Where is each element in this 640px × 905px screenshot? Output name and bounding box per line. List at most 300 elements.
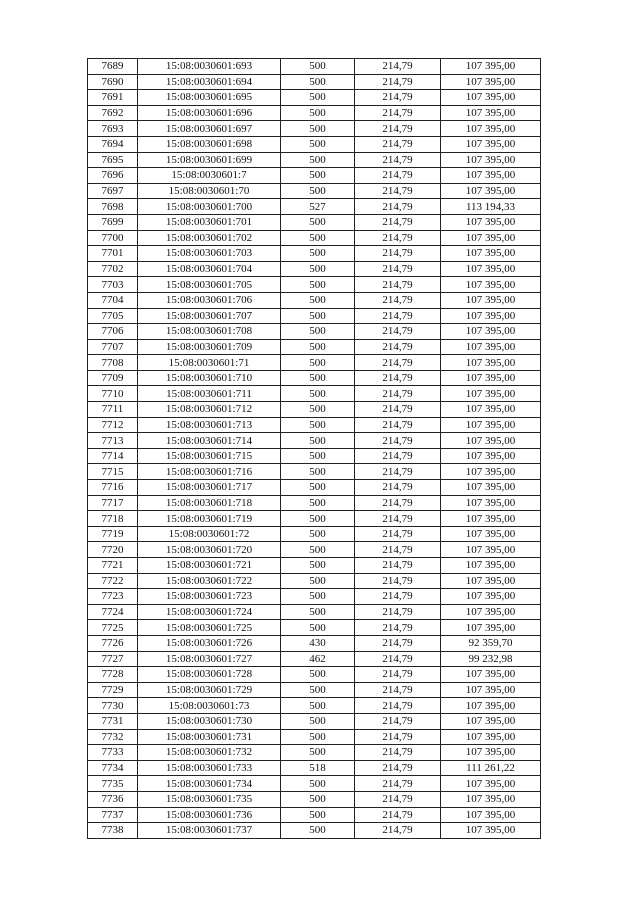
value-cell: 107 395,00: [441, 402, 541, 418]
table-row: [88, 823, 541, 839]
value-cell: 107 395,00: [441, 230, 541, 246]
rate-cell: 214,79: [355, 277, 441, 293]
table-row: [88, 433, 541, 449]
table-row: [88, 495, 541, 511]
area-cell: 500: [281, 589, 355, 605]
area-cell: 518: [281, 760, 355, 776]
area-cell: 500: [281, 620, 355, 636]
table-row: [88, 370, 541, 386]
rate-cell: 214,79: [355, 760, 441, 776]
area-cell: 500: [281, 776, 355, 792]
cadastral-number-cell: 15:08:0030601:701: [138, 214, 281, 230]
area-cell: 500: [281, 729, 355, 745]
rate-cell: 214,79: [355, 261, 441, 277]
area-cell: 500: [281, 698, 355, 714]
area-cell: 500: [281, 386, 355, 402]
row-number-cell: 7712: [88, 417, 138, 433]
row-number-cell: 7704: [88, 292, 138, 308]
cadastral-number-cell: 15:08:0030601:727: [138, 651, 281, 667]
table-row: [88, 807, 541, 823]
row-number-cell: 7699: [88, 214, 138, 230]
value-cell: 107 395,00: [441, 292, 541, 308]
cadastral-number-cell: 15:08:0030601:736: [138, 807, 281, 823]
row-number-cell: 7725: [88, 620, 138, 636]
row-number-cell: 7696: [88, 168, 138, 184]
rate-cell: 214,79: [355, 791, 441, 807]
rate-cell: 214,79: [355, 324, 441, 340]
table-row: [88, 713, 541, 729]
table-row: [88, 74, 541, 90]
row-number-cell: 7730: [88, 698, 138, 714]
area-cell: 500: [281, 682, 355, 698]
cadastral-number-cell: 15:08:0030601:712: [138, 402, 281, 418]
cadastral-number-cell: 15:08:0030601:723: [138, 589, 281, 605]
cadastral-number-cell: 15:08:0030601:737: [138, 823, 281, 839]
value-cell: 92 359,70: [441, 635, 541, 651]
table-row: [88, 651, 541, 667]
area-cell: 500: [281, 807, 355, 823]
value-cell: 113 194,33: [441, 199, 541, 215]
row-number-cell: 7698: [88, 199, 138, 215]
rate-cell: 214,79: [355, 386, 441, 402]
cadastral-number-cell: 15:08:0030601:732: [138, 745, 281, 761]
value-cell: 107 395,00: [441, 339, 541, 355]
row-number-cell: 7722: [88, 573, 138, 589]
row-number-cell: 7723: [88, 589, 138, 605]
table-row: [88, 464, 541, 480]
table-body: [88, 59, 541, 839]
value-cell: 107 395,00: [441, 604, 541, 620]
rate-cell: 214,79: [355, 511, 441, 527]
rate-cell: 214,79: [355, 246, 441, 262]
value-cell: 107 395,00: [441, 682, 541, 698]
row-number-cell: 7726: [88, 635, 138, 651]
value-cell: 107 395,00: [441, 324, 541, 340]
rate-cell: 214,79: [355, 729, 441, 745]
row-number-cell: 7735: [88, 776, 138, 792]
rate-cell: 214,79: [355, 713, 441, 729]
cadastral-number-cell: 15:08:0030601:695: [138, 90, 281, 106]
value-cell: 107 395,00: [441, 370, 541, 386]
rate-cell: 214,79: [355, 214, 441, 230]
rate-cell: 214,79: [355, 199, 441, 215]
table-row: [88, 682, 541, 698]
row-number-cell: 7714: [88, 448, 138, 464]
table-row: [88, 152, 541, 168]
area-cell: 500: [281, 261, 355, 277]
area-cell: 500: [281, 745, 355, 761]
row-number-cell: 7702: [88, 261, 138, 277]
rate-cell: 214,79: [355, 90, 441, 106]
row-number-cell: 7694: [88, 136, 138, 152]
cadastral-number-cell: 15:08:0030601:705: [138, 277, 281, 293]
rate-cell: 214,79: [355, 355, 441, 371]
rate-cell: 214,79: [355, 698, 441, 714]
value-cell: 107 395,00: [441, 308, 541, 324]
row-number-cell: 7700: [88, 230, 138, 246]
cadastral-number-cell: 15:08:0030601:713: [138, 417, 281, 433]
table-row: [88, 292, 541, 308]
rate-cell: 214,79: [355, 168, 441, 184]
table-row: [88, 542, 541, 558]
rate-cell: 214,79: [355, 620, 441, 636]
value-cell: 107 395,00: [441, 121, 541, 137]
row-number-cell: 7733: [88, 745, 138, 761]
area-cell: 500: [281, 90, 355, 106]
row-number-cell: 7720: [88, 542, 138, 558]
rate-cell: 214,79: [355, 745, 441, 761]
row-number-cell: 7716: [88, 480, 138, 496]
row-number-cell: 7718: [88, 511, 138, 527]
area-cell: 500: [281, 214, 355, 230]
rate-cell: 214,79: [355, 807, 441, 823]
rate-cell: 214,79: [355, 573, 441, 589]
table-row: [88, 199, 541, 215]
row-number-cell: 7737: [88, 807, 138, 823]
cadastral-number-cell: 15:08:0030601:708: [138, 324, 281, 340]
cadastral-number-cell: 15:08:0030601:734: [138, 776, 281, 792]
table-row: [88, 745, 541, 761]
cadastral-number-cell: 15:08:0030601:733: [138, 760, 281, 776]
table-row: [88, 573, 541, 589]
value-cell: 107 395,00: [441, 542, 541, 558]
rate-cell: 214,79: [355, 667, 441, 683]
value-cell: 107 395,00: [441, 59, 541, 75]
row-number-cell: 7689: [88, 59, 138, 75]
cadastral-number-cell: 15:08:0030601:726: [138, 635, 281, 651]
table-row: [88, 183, 541, 199]
row-number-cell: 7708: [88, 355, 138, 371]
cadastral-number-cell: 15:08:0030601:710: [138, 370, 281, 386]
area-cell: 500: [281, 791, 355, 807]
row-number-cell: 7734: [88, 760, 138, 776]
table-row: [88, 308, 541, 324]
cadastral-number-cell: 15:08:0030601:699: [138, 152, 281, 168]
row-number-cell: 7721: [88, 558, 138, 574]
rate-cell: 214,79: [355, 589, 441, 605]
cadastral-number-cell: 15:08:0030601:73: [138, 698, 281, 714]
cadastral-number-cell: 15:08:0030601:696: [138, 105, 281, 121]
value-cell: 107 395,00: [441, 105, 541, 121]
cadastral-number-cell: 15:08:0030601:730: [138, 713, 281, 729]
area-cell: 500: [281, 105, 355, 121]
value-cell: 107 395,00: [441, 745, 541, 761]
value-cell: 107 395,00: [441, 277, 541, 293]
area-cell: 500: [281, 448, 355, 464]
row-number-cell: 7713: [88, 433, 138, 449]
rate-cell: 214,79: [355, 448, 441, 464]
area-cell: 500: [281, 324, 355, 340]
area-cell: 500: [281, 59, 355, 75]
cadastral-number-cell: 15:08:0030601:719: [138, 511, 281, 527]
rate-cell: 214,79: [355, 402, 441, 418]
rate-cell: 214,79: [355, 464, 441, 480]
value-cell: 111 261,22: [441, 760, 541, 776]
row-number-cell: 7706: [88, 324, 138, 340]
value-cell: 107 395,00: [441, 386, 541, 402]
table-row: [88, 136, 541, 152]
value-cell: 107 395,00: [441, 526, 541, 542]
value-cell: 107 395,00: [441, 791, 541, 807]
rate-cell: 214,79: [355, 682, 441, 698]
row-number-cell: 7693: [88, 121, 138, 137]
row-number-cell: 7703: [88, 277, 138, 293]
row-number-cell: 7710: [88, 386, 138, 402]
cadastral-number-cell: 15:08:0030601:716: [138, 464, 281, 480]
cadastral-number-cell: 15:08:0030601:725: [138, 620, 281, 636]
value-cell: 107 395,00: [441, 807, 541, 823]
area-cell: 500: [281, 183, 355, 199]
rate-cell: 214,79: [355, 136, 441, 152]
table-row: [88, 105, 541, 121]
value-cell: 107 395,00: [441, 495, 541, 511]
rate-cell: 214,79: [355, 526, 441, 542]
row-number-cell: 7728: [88, 667, 138, 683]
rate-cell: 214,79: [355, 558, 441, 574]
rate-cell: 214,79: [355, 823, 441, 839]
row-number-cell: 7732: [88, 729, 138, 745]
rate-cell: 214,79: [355, 292, 441, 308]
table-row: [88, 355, 541, 371]
area-cell: 500: [281, 402, 355, 418]
area-cell: 500: [281, 308, 355, 324]
area-cell: 500: [281, 246, 355, 262]
rate-cell: 214,79: [355, 604, 441, 620]
row-number-cell: 7719: [88, 526, 138, 542]
table-row: [88, 90, 541, 106]
cadastral-number-cell: 15:08:0030601:721: [138, 558, 281, 574]
value-cell: 107 395,00: [441, 511, 541, 527]
value-cell: 107 395,00: [441, 480, 541, 496]
cadastral-number-cell: 15:08:0030601:702: [138, 230, 281, 246]
value-cell: 99 232,98: [441, 651, 541, 667]
table-row: [88, 277, 541, 293]
value-cell: 107 395,00: [441, 355, 541, 371]
rate-cell: 214,79: [355, 59, 441, 75]
value-cell: 107 395,00: [441, 729, 541, 745]
table-row: [88, 261, 541, 277]
area-cell: 500: [281, 823, 355, 839]
table-row: [88, 417, 541, 433]
cadastral-number-cell: 15:08:0030601:714: [138, 433, 281, 449]
table-row: [88, 791, 541, 807]
value-cell: 107 395,00: [441, 136, 541, 152]
cadastral-number-cell: 15:08:0030601:71: [138, 355, 281, 371]
table-row: [88, 402, 541, 418]
rate-cell: 214,79: [355, 480, 441, 496]
rate-cell: 214,79: [355, 433, 441, 449]
rate-cell: 214,79: [355, 495, 441, 511]
cadastral-number-cell: 15:08:0030601:735: [138, 791, 281, 807]
value-cell: 107 395,00: [441, 183, 541, 199]
area-cell: 500: [281, 121, 355, 137]
cadastral-number-cell: 15:08:0030601:718: [138, 495, 281, 511]
value-cell: 107 395,00: [441, 713, 541, 729]
cadastral-number-cell: 15:08:0030601:715: [138, 448, 281, 464]
cadastral-number-cell: 15:08:0030601:720: [138, 542, 281, 558]
cadastral-number-cell: 15:08:0030601:7: [138, 168, 281, 184]
area-cell: 500: [281, 604, 355, 620]
value-cell: 107 395,00: [441, 152, 541, 168]
value-cell: 107 395,00: [441, 558, 541, 574]
table-row: [88, 59, 541, 75]
area-cell: 500: [281, 558, 355, 574]
rate-cell: 214,79: [355, 776, 441, 792]
row-number-cell: 7736: [88, 791, 138, 807]
area-cell: 430: [281, 635, 355, 651]
table-row: [88, 635, 541, 651]
area-cell: 500: [281, 339, 355, 355]
row-number-cell: 7738: [88, 823, 138, 839]
value-cell: 107 395,00: [441, 261, 541, 277]
row-number-cell: 7692: [88, 105, 138, 121]
row-number-cell: 7724: [88, 604, 138, 620]
row-number-cell: 7707: [88, 339, 138, 355]
row-number-cell: 7691: [88, 90, 138, 106]
row-number-cell: 7715: [88, 464, 138, 480]
table-row: [88, 230, 541, 246]
area-cell: 462: [281, 651, 355, 667]
table-row: [88, 386, 541, 402]
area-cell: 500: [281, 433, 355, 449]
table-row: [88, 480, 541, 496]
rate-cell: 214,79: [355, 230, 441, 246]
row-number-cell: 7731: [88, 713, 138, 729]
cadastral-number-cell: 15:08:0030601:728: [138, 667, 281, 683]
rate-cell: 214,79: [355, 339, 441, 355]
area-cell: 500: [281, 713, 355, 729]
table-row: [88, 339, 541, 355]
value-cell: 107 395,00: [441, 573, 541, 589]
area-cell: 500: [281, 417, 355, 433]
land-plots-table: [87, 58, 541, 839]
table-row: [88, 526, 541, 542]
area-cell: 500: [281, 464, 355, 480]
value-cell: 107 395,00: [441, 776, 541, 792]
cadastral-number-cell: 15:08:0030601:709: [138, 339, 281, 355]
table-row: [88, 604, 541, 620]
rate-cell: 214,79: [355, 152, 441, 168]
cadastral-number-cell: 15:08:0030601:693: [138, 59, 281, 75]
area-cell: 527: [281, 199, 355, 215]
cadastral-number-cell: 15:08:0030601:729: [138, 682, 281, 698]
rate-cell: 214,79: [355, 635, 441, 651]
area-cell: 500: [281, 667, 355, 683]
area-cell: 500: [281, 355, 355, 371]
area-cell: 500: [281, 74, 355, 90]
area-cell: 500: [281, 480, 355, 496]
row-number-cell: 7729: [88, 682, 138, 698]
area-cell: 500: [281, 511, 355, 527]
area-cell: 500: [281, 277, 355, 293]
table-row: [88, 620, 541, 636]
cadastral-number-cell: 15:08:0030601:722: [138, 573, 281, 589]
row-number-cell: 7690: [88, 74, 138, 90]
table-row: [88, 214, 541, 230]
value-cell: 107 395,00: [441, 667, 541, 683]
rate-cell: 214,79: [355, 121, 441, 137]
table-row: [88, 698, 541, 714]
rate-cell: 214,79: [355, 183, 441, 199]
cadastral-number-cell: 15:08:0030601:717: [138, 480, 281, 496]
area-cell: 500: [281, 292, 355, 308]
rate-cell: 214,79: [355, 370, 441, 386]
cadastral-number-cell: 15:08:0030601:703: [138, 246, 281, 262]
row-number-cell: 7711: [88, 402, 138, 418]
table-row: [88, 667, 541, 683]
value-cell: 107 395,00: [441, 698, 541, 714]
area-cell: 500: [281, 168, 355, 184]
rate-cell: 214,79: [355, 308, 441, 324]
area-cell: 500: [281, 136, 355, 152]
table-row: [88, 448, 541, 464]
value-cell: 107 395,00: [441, 448, 541, 464]
table-row: [88, 121, 541, 137]
area-cell: 500: [281, 230, 355, 246]
value-cell: 107 395,00: [441, 823, 541, 839]
cadastral-number-cell: 15:08:0030601:694: [138, 74, 281, 90]
value-cell: 107 395,00: [441, 74, 541, 90]
row-number-cell: 7717: [88, 495, 138, 511]
rate-cell: 214,79: [355, 105, 441, 121]
rate-cell: 214,79: [355, 542, 441, 558]
area-cell: 500: [281, 370, 355, 386]
cadastral-number-cell: 15:08:0030601:700: [138, 199, 281, 215]
area-cell: 500: [281, 542, 355, 558]
rate-cell: 214,79: [355, 651, 441, 667]
cadastral-number-cell: 15:08:0030601:707: [138, 308, 281, 324]
rate-cell: 214,79: [355, 74, 441, 90]
table-row: [88, 511, 541, 527]
area-cell: 500: [281, 152, 355, 168]
table-row: [88, 589, 541, 605]
table-row: [88, 168, 541, 184]
area-cell: 500: [281, 495, 355, 511]
cadastral-number-cell: 15:08:0030601:724: [138, 604, 281, 620]
value-cell: 107 395,00: [441, 433, 541, 449]
table-row: [88, 729, 541, 745]
cadastral-number-cell: 15:08:0030601:731: [138, 729, 281, 745]
row-number-cell: 7727: [88, 651, 138, 667]
value-cell: 107 395,00: [441, 168, 541, 184]
table-row: [88, 760, 541, 776]
row-number-cell: 7705: [88, 308, 138, 324]
rate-cell: 214,79: [355, 417, 441, 433]
cadastral-number-cell: 15:08:0030601:697: [138, 121, 281, 137]
cadastral-number-cell: 15:08:0030601:72: [138, 526, 281, 542]
area-cell: 500: [281, 573, 355, 589]
area-cell: 500: [281, 526, 355, 542]
cadastral-number-cell: 15:08:0030601:706: [138, 292, 281, 308]
row-number-cell: 7697: [88, 183, 138, 199]
value-cell: 107 395,00: [441, 214, 541, 230]
cadastral-number-cell: 15:08:0030601:704: [138, 261, 281, 277]
value-cell: 107 395,00: [441, 246, 541, 262]
table-row: [88, 558, 541, 574]
row-number-cell: 7695: [88, 152, 138, 168]
value-cell: 107 395,00: [441, 417, 541, 433]
table-row: [88, 246, 541, 262]
value-cell: 107 395,00: [441, 90, 541, 106]
value-cell: 107 395,00: [441, 464, 541, 480]
value-cell: 107 395,00: [441, 589, 541, 605]
table-row: [88, 776, 541, 792]
table-row: [88, 324, 541, 340]
value-cell: 107 395,00: [441, 620, 541, 636]
cadastral-number-cell: 15:08:0030601:698: [138, 136, 281, 152]
cadastral-number-cell: 15:08:0030601:70: [138, 183, 281, 199]
row-number-cell: 7701: [88, 246, 138, 262]
